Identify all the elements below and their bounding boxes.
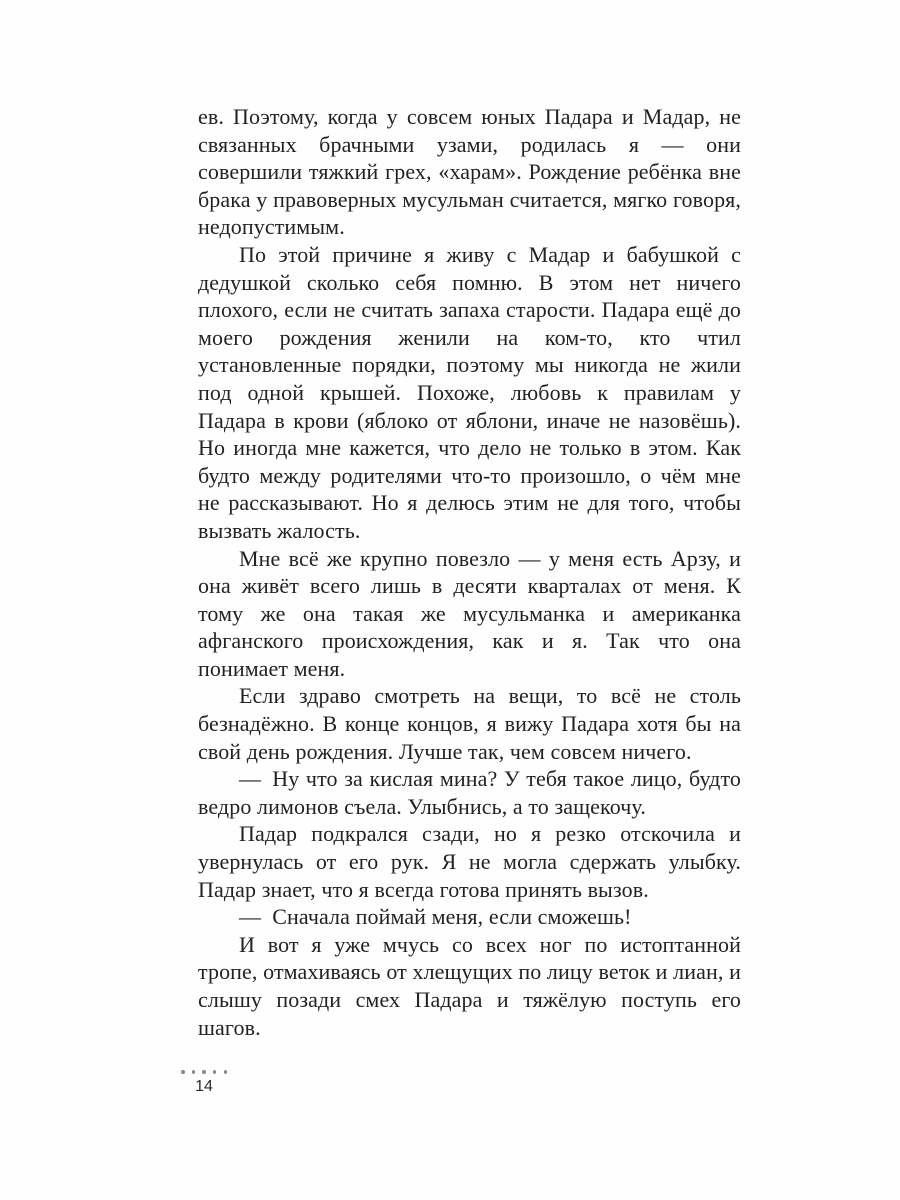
paragraph: И вот я уже мчусь со всех ног по истоптанной тропе, отмахиваясь от хлещущих по лицу веток и лиан, и слышу позади смех Падара и тяжёлую поступь его шагов. [198,931,741,1040]
paragraph: ев. Поэтому, когда у совсем юных Падара и Мадар, не связанных брачными узами, родилась я — они совершили тяжкий грех, «харам». Рождение ребёнка вне брака у правоверных мусульман считается, мягко говоря, недопустимым. [198,104,741,240]
paragraph: По этой причине я живу с Мадар и бабушкой с дедушкой сколько себя помню. В этом нет ничего плохого, если не считать запаха старости. Падара ещё до моего рождения женили на ком-то, кто чтил установленные порядки, поэтому мы никогда не жили под одной крышей. Похоже, любовь к правилам у Падара в крови (яблоко от яблони, иначе не назовёшь). Но иногда мне кажется, что дело не только в этом. Как будто между родителями что-то произошло, о чём мне не рассказывают. Но я делюсь этим не для того, чтобы вызвать жалость. [198,241,741,543]
paragraph-dialogue: — Сначала поймай меня, если сможешь! [239,904,632,930]
paragraph: Падар подкрался сзади, но я резко отскочила и увернулась от его рук. Я не могла сдержать улыбку. Падар знает, что я всегда готова принять вызов. [198,821,741,902]
ornament-dot [224,1070,228,1074]
section-ornament-dots [181,1069,227,1075]
paragraph: Если здраво смотреть на вещи, то всё не столь безнадёжно. В конце концов, я вижу Падара хотя бы на свой день рождения. Лучше так, чем совсем ничего. [198,683,741,764]
paragraph: Мне всё же крупно повезло — у меня есть Арзу, и она живёт всего лишь в десяти кварталах от меня. К тому же она такая же мусульманка и американка афганского происхождения, как и я. Так что она понимает меня. [198,545,741,681]
ornament-dot [202,1070,206,1074]
page-text-block [198,103,741,1041]
page-number: 14 [195,1078,213,1095]
ornament-dot [181,1070,185,1074]
paragraph-dialogue: — Ну что за кислая мина? У тебя такое лицо, будто ведро лимонов съела. Улыбнись, а то защекочу. [198,766,741,819]
page-footer [180,1069,228,1096]
ornament-dot [192,1070,196,1074]
ornament-dot [213,1070,217,1074]
